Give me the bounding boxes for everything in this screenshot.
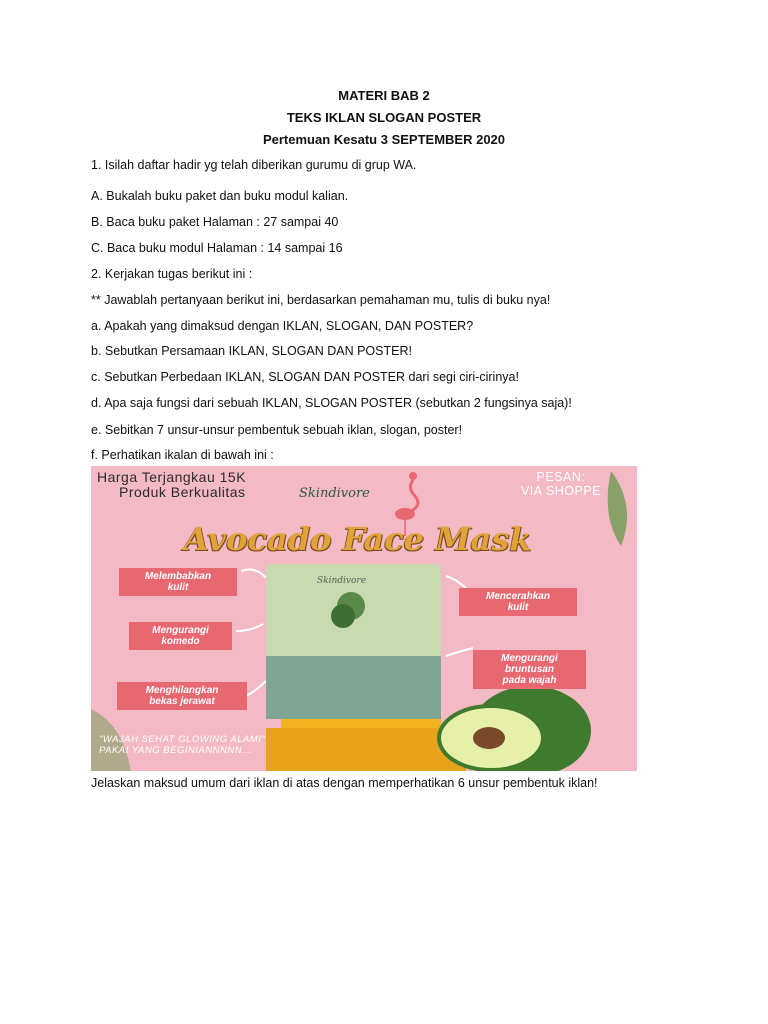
benefit-reduce-bumps: Mengurangi bruntusan pada wajah [473, 650, 586, 689]
brand-logo: Skindivore [299, 486, 370, 501]
order-text: PESAN: VIA SHOPPE [520, 470, 601, 498]
ad-title: Avocado Face Mask [184, 520, 532, 558]
benefit-acne-scars: Menghilangkan bekas jerawat [117, 682, 247, 710]
material-title: MATERI BAB 2 [338, 88, 430, 103]
avocado-icon [439, 686, 591, 771]
instruction-2: 2. Kerjakan tugas berikut ini : [91, 267, 253, 281]
question-a: a. Apakah yang dimaksud dengan IKLAN, SLOGAN, DAN POSTER? [91, 319, 474, 333]
instruction-b: B. Baca buku paket Halaman : 27 sampai 40 [91, 215, 339, 229]
benefit-moisturize: Melembabkan kulit [119, 568, 237, 596]
question-b: b. Sebutkan Persamaan IKLAN, SLOGAN DAN POSTER! [91, 344, 412, 358]
benefit-brighten: Mencerahkan kulit [459, 588, 577, 616]
instruction-1: 1. Isilah daftar hadir yg telah diberikan gurumu di grup WA. [91, 158, 417, 172]
instruction-note: ** Jawablah pertanyaan berikut ini, berdasarkan pemahaman mu, tulis di buku nya! [91, 293, 551, 307]
final-question: Jelaskan maksud umum dari iklan di atas dengan memperhatikan 6 unsur pembentuk iklan! [91, 776, 598, 790]
meeting-date: Pertemuan Kesatu 3 SEPTEMBER 2020 [262, 132, 506, 147]
instruction-c: C. Baca buku modul Halaman : 14 sampai 16 [91, 241, 343, 255]
ad-artwork [91, 466, 637, 771]
benefit-reduce-blackheads: Mengurangi komedo [129, 622, 232, 650]
leaf-icon [608, 471, 627, 546]
question-d: d. Apa saja fungsi dari sebuah IKLAN, SLOGAN POSTER (sebutkan 2 fungsinya saja)! [91, 396, 572, 410]
pack-brand-label: Skindivore [317, 576, 367, 586]
question-f: f. Perhatikan ikalan di bawah ini : [91, 448, 274, 462]
topic-title: TEKS IKLAN SLOGAN POSTER [286, 110, 482, 125]
advertisement-image [91, 466, 637, 771]
question-c: c. Sebutkan Perbedaan IKLAN, SLOGAN DAN POSTER dari segi ciri-cirinya! [91, 370, 519, 384]
price-text: Harga Terjangkau 15K Produk Berkualitas [97, 469, 247, 500]
ad-slogan: "WAJAH SEHAT GLOWING ALAMI" PAKAI YANG BEGINIANNNNN... [99, 734, 266, 756]
question-e: e. Sebitkan 7 unsur-unsur pembentuk sebuah iklan, slogan, poster! [91, 423, 463, 437]
instruction-a: A. Bukalah buku paket dan buku modul kalian. [91, 189, 349, 203]
